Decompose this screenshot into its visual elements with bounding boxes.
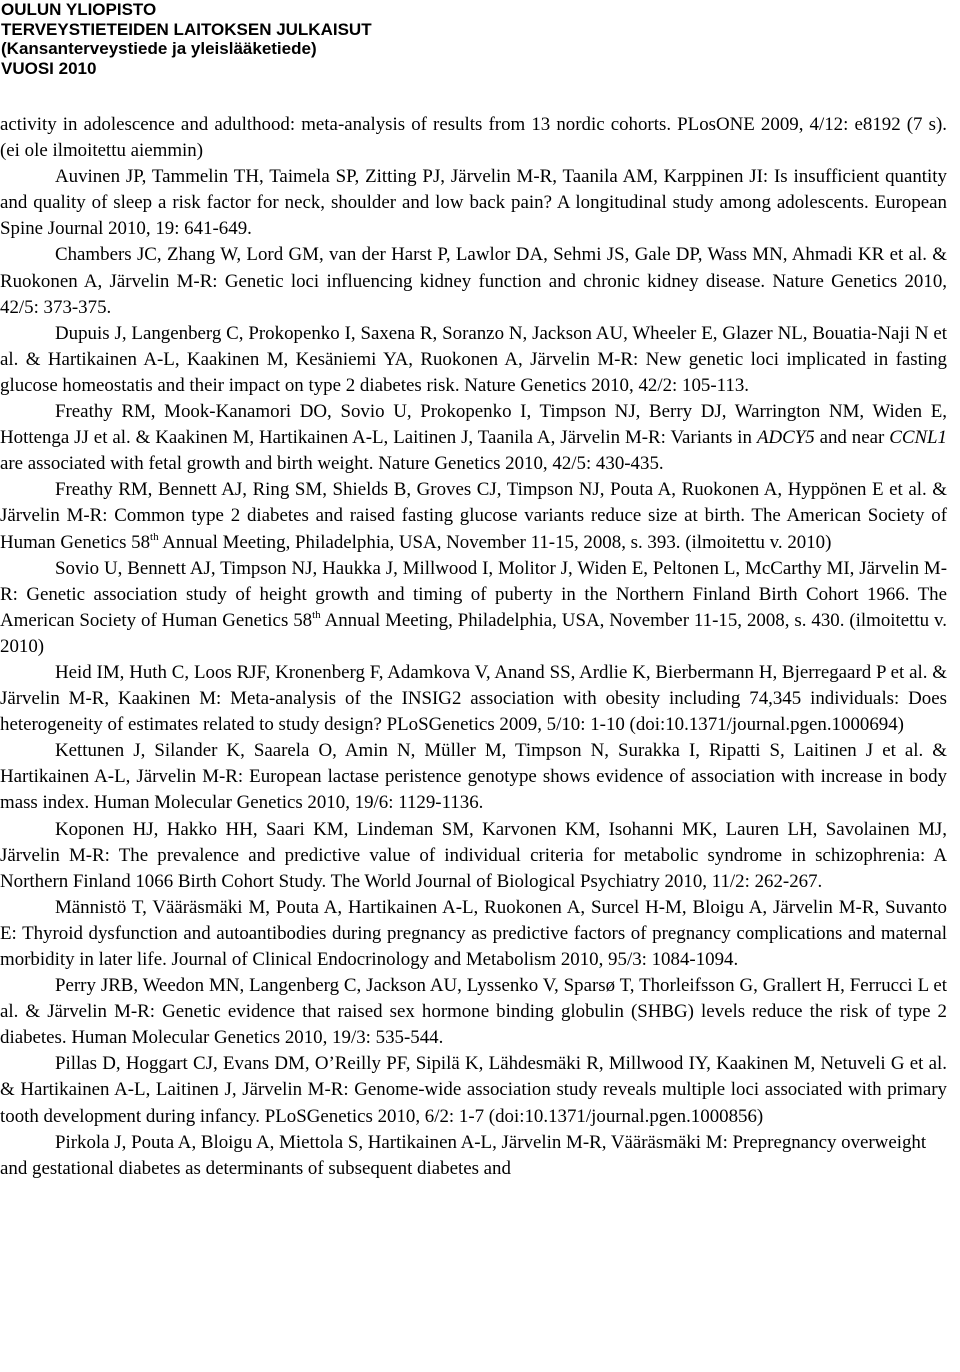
reference-item: [0, 477, 947, 555]
reference-text: are associated with fetal growth and birth weight. Nature Genetics 2010, 42/5: 430-435.: [0, 453, 664, 475]
reference-list: [0, 112, 947, 1182]
publication-year: VUOSI 2010: [1, 58, 97, 78]
ordinal-suffix: th: [150, 530, 159, 543]
reference-continuation: activity in adolescence and adulthood: meta-analysis of results from 13 nordic cohorts. PLosONE 2009, 4/12: e8192 (7 s). (ei ole ilmoitettu aiemmin): [0, 114, 947, 162]
reference-text: Freathy RM, Mook-Kanamori DO, Sovio U, Prokopenko I, Timpson NJ, Berry DJ, Warrington NM, Widen E, Hottenga JJ et al. & Kaakinen M, Hartikainen A-L, Laitinen J, Taanila A, Järvelin M-R: Variants in: [0, 401, 947, 449]
reference-item: Heid IM, Huth C, Loos RJF, Kronenberg F, Adamkova V, Anand SS, Ardlie K, Bierbermann H, Bjerregaard P et al. & Järvelin M-R, Kaakinen M: Meta-analysis of the INSIG2 association with obesity including 74,345 individuals: Does heterogeneity of estimates related to study design? PLoSGenetics 2009, 5/10: 1-10 (doi:10.1371/journal.pgen.1000694): [0, 661, 947, 736]
reference-text: Freathy RM, Bennett AJ, Ring SM, Shields B, Groves CJ, Timpson NJ, Pouta A, Ruokonen A, Hyppönen E et al. & Järvelin M-R: Common type 2 diabetes and raised fasting glucose variants reduce size at birth. The American Society of Human Genetics 58: [0, 479, 947, 553]
reference-item: [0, 556, 947, 660]
university-name: OULUN YLIOPISTO: [1, 0, 157, 19]
gene-name: ADCY5: [756, 427, 815, 449]
reference-item: Männistö T, Vääräsmäki M, Pouta A, Hartikainen A-L, Ruokonen A, Surcel H-M, Bloigu A, Järvelin M-R, Suvanto E: Thyroid dysfunction and autoantibodies during pregnancy as predictive factors of pregnancy complications and maternal morbidity in later life. Journal of Clinical Endocrinology and Metabolism 2010, 95/3: 1084-1094.: [0, 896, 947, 970]
reference-item: Auvinen JP, Tammelin TH, Taimela SP, Zitting PJ, Järvelin M-R, Taanila AM, Karppinen JI: Is insufficient quantity and quality of sleep a risk factor for neck, shoulder and low back pain? A longitudinal study among adolescents. European Spine Journal 2010, 19: 641-649.: [0, 166, 947, 240]
reference-text: Annual Meeting, Philadelphia, USA, November 11-15, 2008, s. 393. (ilmoitettu v. 2010): [158, 531, 832, 553]
reference-text: Sovio U, Bennett AJ, Timpson NJ, Haukka J, Millwood I, Molitor J, Widen E, Peltonen L, McCarthy MI, Järvelin M-R: Genetic association study of height growth and timing of puberty in the Northern Finland Birth Cohort 1966. The American Society of Human Genetics 58: [0, 557, 947, 631]
reference-item: Chambers JC, Zhang W, Lord GM, van der Harst P, Lawlor DA, Sehmi JS, Gale DP, Wass MN, Ahmadi KR et al. & Ruokonen A, Järvelin M-R: Genetic loci influencing kidney function and chronic kidney disease. Nature Genetics 2010, 42/5: 373-375.: [0, 244, 947, 318]
document-header: [0, 0, 960, 78]
reference-item: Perry JRB, Weedon MN, Langenberg C, Jackson AU, Lyssenko V, Sparsø T, Thorleifsson G, Grallert H, Ferrucci L et al. & Järvelin M-R: Genetic evidence that raised sex hormone binding globulin (SHBG) levels reduce the risk of type 2 diabetes. Human Molecular Genetics 2010, 19/3: 535-544.: [0, 975, 947, 1049]
reference-item: Pillas D, Hoggart CJ, Evans DM, O’Reilly PF, Sipilä K, Lähdesmäki R, Millwood IY, Kaakinen M, Netuveli G et al. & Hartikainen A-L, Laitinen J, Järvelin M-R: Genome-wide association study reveals multiple loci associated with primary tooth development during infancy. PLoSGenetics 2010, 6/2: 1-7 (doi:10.1371/journal.pgen.1000856): [0, 1053, 947, 1127]
reference-item: Kettunen J, Silander K, Saarela O, Amin N, Müller M, Timpson N, Surakka I, Ripatti S, Laitinen J et al. & Hartikainen A-L, Järvelin M-R: European lactase peristence genotype shows evidence of association with increase in body mass index. Human Molecular Genetics 2010, 19/6: 1129-1136.: [0, 740, 947, 814]
department-publications: TERVEYSTIETEIDEN LAITOKSEN JULKAISUT: [1, 19, 372, 39]
reference-item: [0, 399, 947, 477]
ordinal-suffix: th: [312, 608, 321, 621]
department-subtitle: (Kansanterveystiede ja yleislääketiede): [1, 39, 317, 58]
reference-item: Pirkola J, Pouta A, Bloigu A, Miettola S, Hartikainen A-L, Järvelin M-R, Vääräsmäki M: Prepregnancy overweight and gestational diabetes as determinants of subsequent diabetes and: [0, 1131, 927, 1179]
reference-item: Koponen HJ, Hakko HH, Saari KM, Lindeman SM, Karvonen KM, Isohanni MK, Lauren LH, Savolainen MJ, Järvelin M-R: The prevalence and predictive value of individual criteria for metabolic syndrome in schizophrenia: A Northern Finland 1066 Birth Cohort Study. The World Journal of Biological Psychiatry 2010, 11/2: 262-267.: [0, 818, 947, 892]
gene-name: CCNL1: [889, 427, 948, 449]
reference-text: Annual Meeting, Philadelphia, USA, November 11-15, 2008, s. 430. (ilmoitettu v. 2010): [0, 609, 947, 657]
reference-text: and near: [814, 427, 890, 449]
reference-item: Dupuis J, Langenberg C, Prokopenko I, Saxena R, Soranzo N, Jackson AU, Wheeler E, Glazer NL, Bouatia-Naji N et al. & Hartikainen A-L, Kaakinen M, Kesäniemi YA, Ruokonen A, Järvelin M-R: New genetic loci implicated in fasting glucose homeostatis and their impact on type 2 diabetes risk. Nature Genetics 2010, 42/2: 105-113.: [0, 322, 947, 396]
